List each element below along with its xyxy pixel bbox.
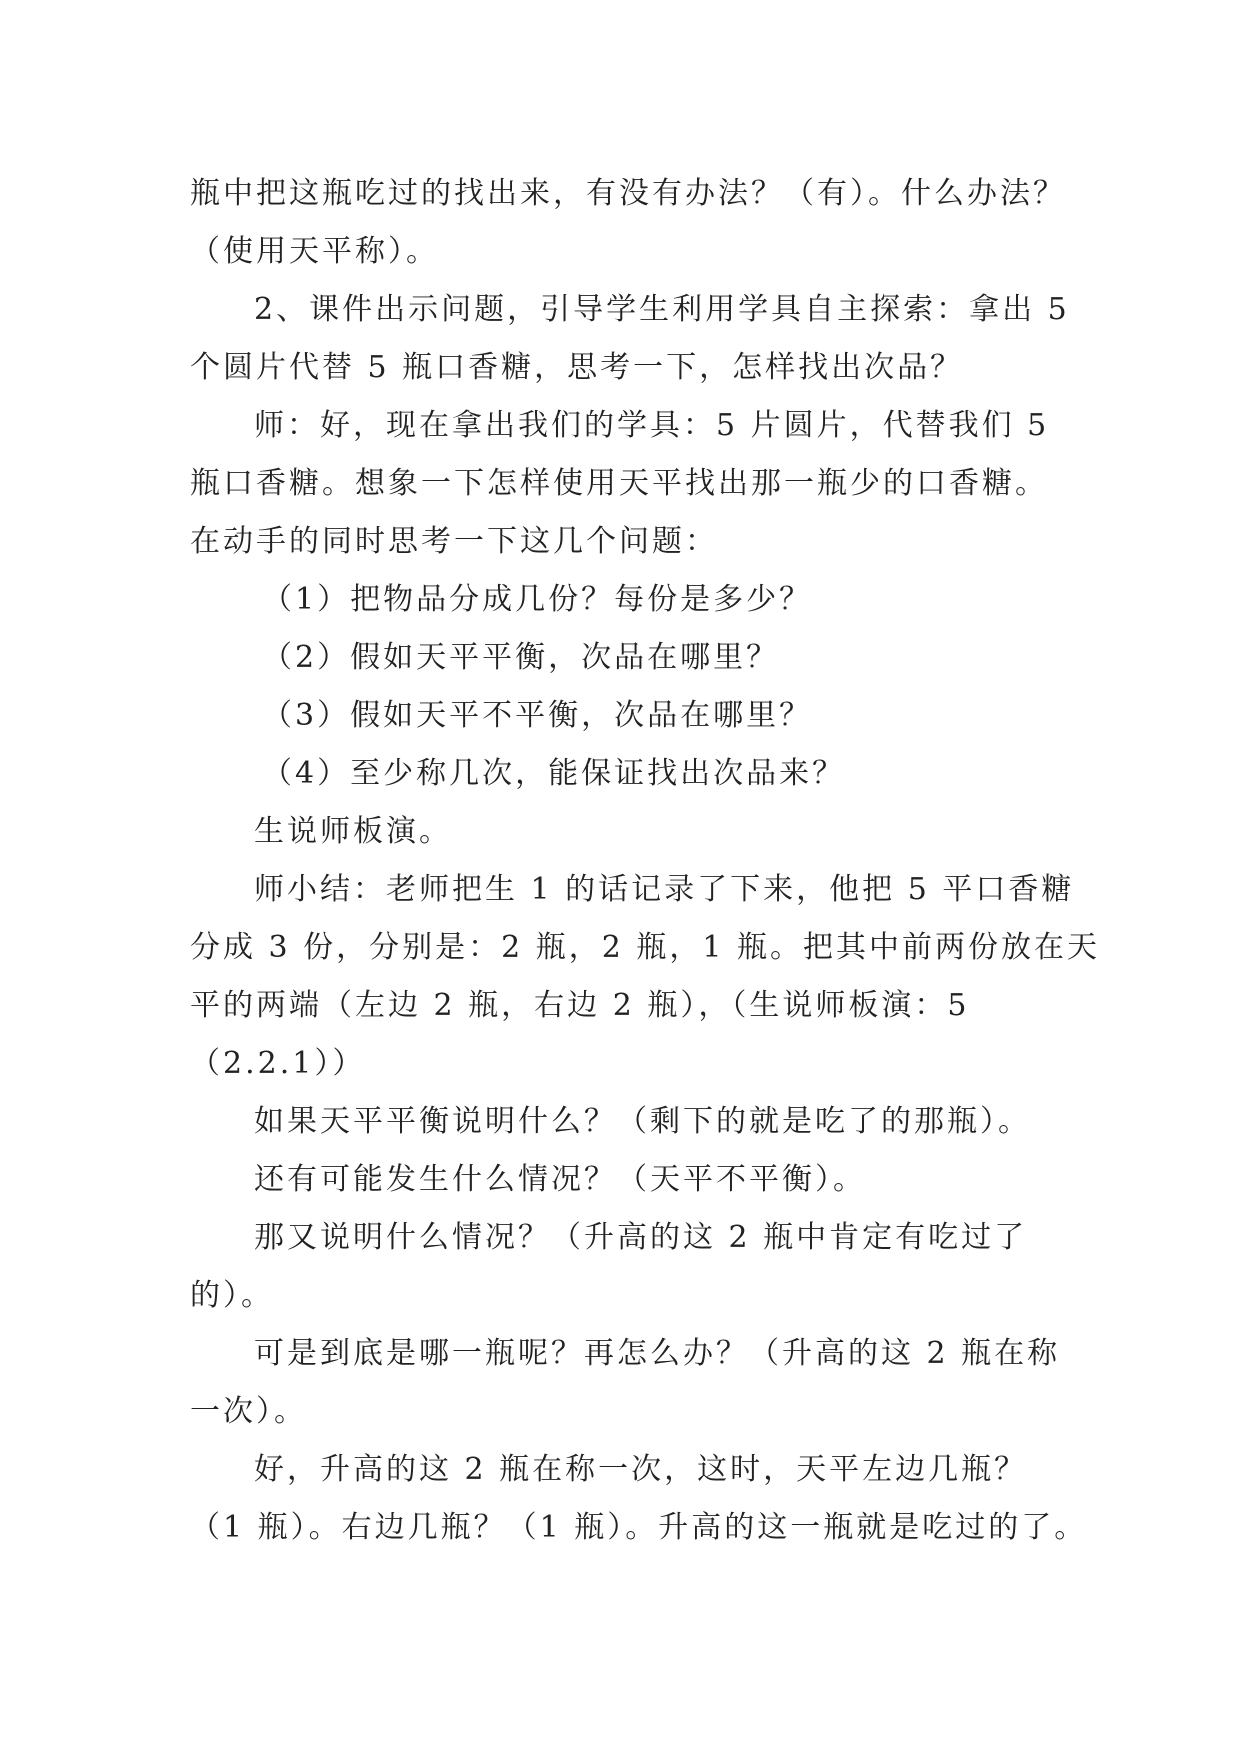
text-line: 生说师板演。 [254, 814, 452, 849]
text-line: （1）把物品分成几份？每份是多少？ [262, 582, 813, 617]
text-line: 一次）。 [190, 1394, 307, 1429]
text-line: 还有可能发生什么情况？（天平不平衡）。 [254, 1162, 866, 1197]
text-line: 瓶口香糖。想象一下怎样使用天平找出那一瓶少的口香糖。 [190, 466, 1048, 501]
text-line: 的）。 [190, 1278, 274, 1313]
text-line: （3）假如天平不平衡，次品在哪里？ [262, 698, 813, 733]
text-line: 师小结：老师把生 1 的话记录了下来，他把 5 平口香糖 [254, 872, 1075, 907]
text-line: （2.2.1）） [190, 1046, 366, 1081]
text-line: 平的两端（左边 2 瓶，右边 2 瓶），（生说师板演：5 [190, 988, 970, 1023]
text-line: （1 瓶）。右边几瓶？（1 瓶）。升高的这一瓶就是吃过的了。 [190, 1510, 1088, 1545]
text-line: 好，升高的这 2 瓶在称一次，这时，天平左边几瓶？ [254, 1452, 1028, 1487]
text-line: 在动手的同时思考一下这几个问题： [190, 524, 718, 559]
text-line: 2、课件出示问题，引导学生利用学具自主探索：拿出 5 [254, 292, 1070, 327]
document-body [190, 165, 1101, 1557]
text-line: （2）假如天平平衡，次品在哪里？ [262, 640, 780, 675]
text-line: 个圆片代替 5 瓶口香糖，思考一下，怎样找出次品？ [190, 350, 964, 385]
text-line: 那又说明什么情况？（升高的这 2 瓶中肯定有吃过了 [254, 1220, 1028, 1255]
text-line: 可是到底是哪一瓶呢？再怎么办？（升高的这 2 瓶在称 [254, 1336, 1061, 1371]
text-line: 如果天平平衡说明什么？（剩下的就是吃了的那瓶）。 [254, 1104, 1031, 1139]
text-line: （4）至少称几次，能保证找出次品来？ [262, 756, 846, 791]
text-line: （使用天平称）。 [190, 234, 439, 269]
text-line: 师：好，现在拿出我们的学具：5 片圆片，代替我们 5 [254, 408, 1050, 443]
text-line: 瓶中把这瓶吃过的找出来，有没有办法？（有）。什么办法？ [190, 176, 1066, 211]
text-line: 分成 3 份，分别是：2 瓶，2 瓶，1 瓶。把其中前两份放在天 [190, 930, 1101, 965]
